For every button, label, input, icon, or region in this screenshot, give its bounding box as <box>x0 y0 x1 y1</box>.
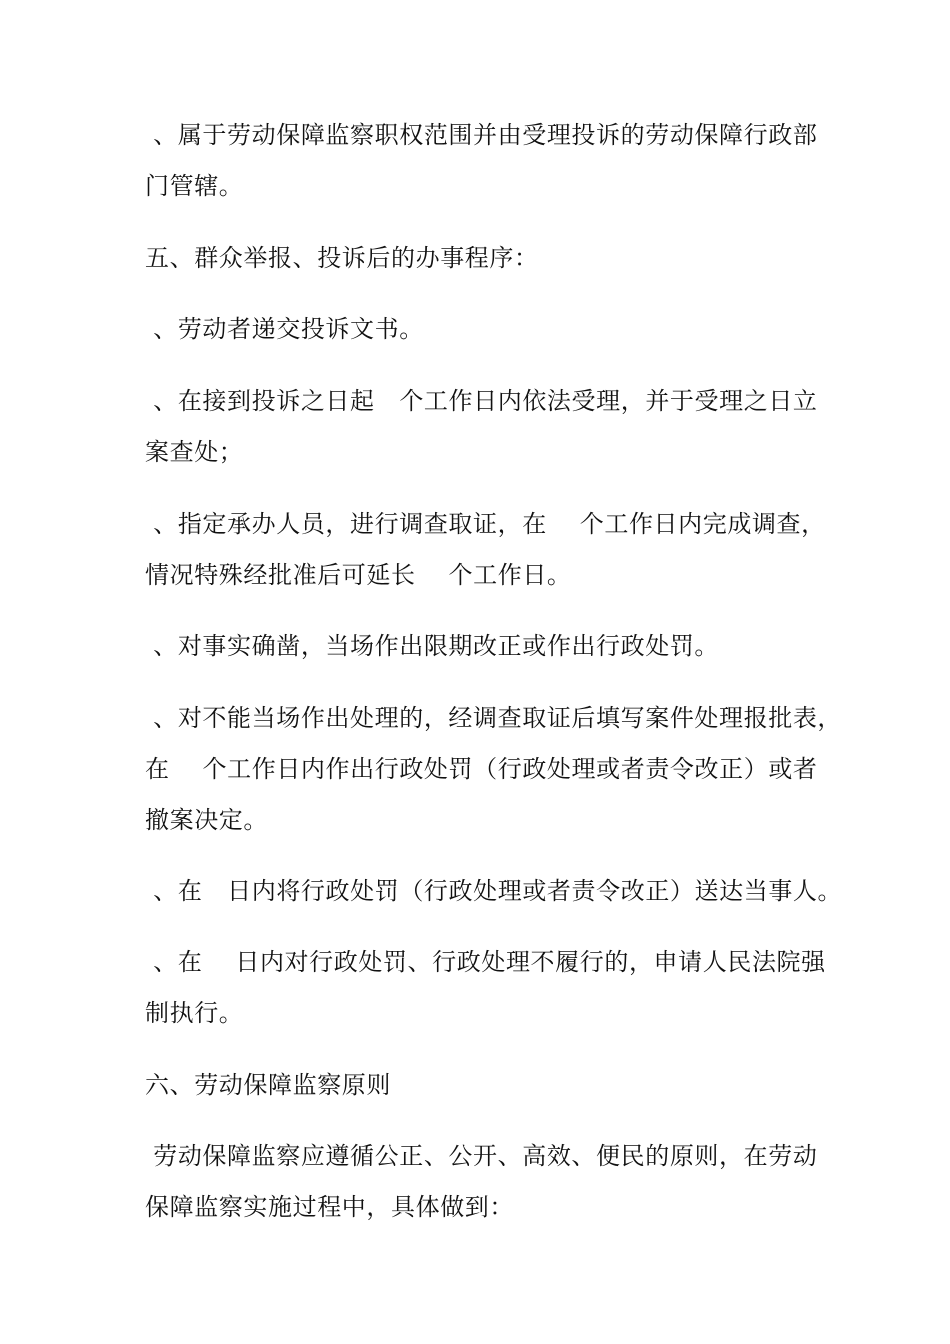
list-item-continuation: 在 个工作日内作出行政处罚（行政处理或者责令改正）或者 <box>145 755 818 783</box>
paragraph-line: 门管辖。 <box>145 172 244 200</box>
list-item: 、指定承办人员，进行调查取证，在 个工作日内完成调查， <box>145 510 826 538</box>
list-item: 、在接到投诉之日起 个工作日内依法受理，并于受理之日立 <box>145 387 818 415</box>
list-item: 、在 日内将行政处罚（行政处理或者责令改正）送达当事人。 <box>145 877 843 905</box>
list-item-continuation: 案查处； <box>145 438 244 466</box>
list-item-continuation: 情况特殊经批准后可延长 个工作日。 <box>145 561 572 589</box>
section-heading: 六、劳动保障监察原则 <box>145 1071 391 1099</box>
list-item: 、劳动者递交投诉文书。 <box>145 315 424 343</box>
paragraph-line: 、属于劳动保障监察职权范围并由受理投诉的劳动保障行政部 <box>145 121 818 149</box>
section-heading: 五、群众举报、投诉后的办事程序： <box>145 244 539 272</box>
list-item-continuation: 撤案决定。 <box>145 806 268 834</box>
paragraph-line: 保障监察实施过程中，具体做到： <box>145 1193 514 1221</box>
list-item-continuation: 制执行。 <box>145 999 244 1027</box>
list-item: 、在 日内对行政处罚、行政处理不履行的，申请人民法院强 <box>145 948 826 976</box>
paragraph-line: 劳动保障监察应遵循公正、公开、高效、便民的原则，在劳动 <box>145 1142 818 1170</box>
list-item: 、对事实确凿，当场作出限期改正或作出行政处罚。 <box>145 632 720 660</box>
list-item: 、对不能当场作出处理的，经调查取证后填写案件处理报批表， <box>145 704 843 732</box>
